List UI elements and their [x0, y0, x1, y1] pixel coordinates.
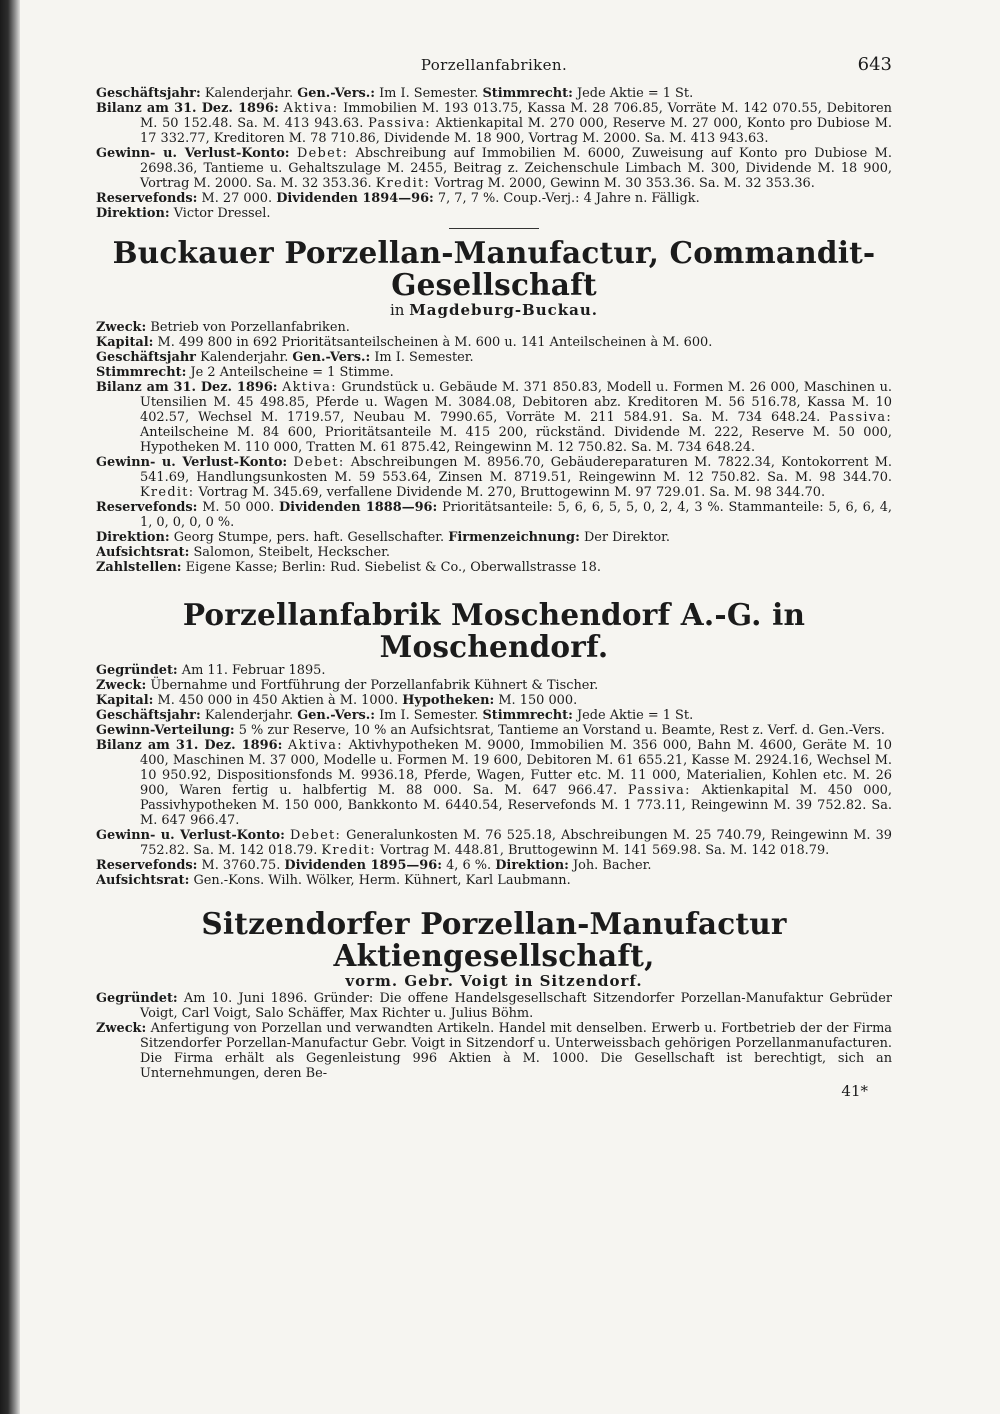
text: Jede Aktie = 1 St. [572, 86, 694, 101]
text: 4, 6 %. [442, 858, 496, 873]
book-page [96, 52, 892, 1382]
company-subtitle [96, 972, 892, 990]
text: M. 150 000. [494, 693, 578, 708]
entry-reserve [96, 858, 892, 873]
label: Gegründet: [96, 663, 178, 678]
entry-paying-agents [96, 560, 892, 575]
book-binding-edge [0, 0, 20, 1414]
text: Der Direktor. [579, 530, 671, 545]
entry-profit-loss [96, 146, 892, 191]
label: Zweck: [96, 1021, 147, 1036]
text: Am 10. Juni 1896. Gründer: Die offene Handelsgesellschaft Sitzendorfer Porzellan-Manufaktur Gebrüder Voigt, Carl Voigt, Salo Schäffer, Max Richter u. Julius Böhm. [140, 991, 892, 1021]
text: Prioritätsanteile: 5, 6, 6, 5, 5, 0, 2, 4, 3 %. Stammanteile: 5, 6, 6, 4, 1, 0, 0, 0, 0 %. [140, 500, 892, 530]
text: Grundstück u. Gebäude M. 371 850.83, Modell u. Formen M. 26 000, Maschinen u. Utensilien M. 45 498.85, Pferde u. Wagen M. 3084.08, Debitoren abz. Kreditoren M. 56 516.78, Kassa M. 10 402.57, Wechsel M. 1719.57, Neubau M. 7990.65, Vorräte M. 211 584.91. Sa. M. 734 648.24. [140, 380, 892, 425]
text: Kalenderjahr. [200, 708, 298, 723]
label: Gewinn- u. Verlust-Konto: [96, 828, 285, 843]
company-title: Sitzendorfer Porzellan-Manufactur Aktiengesellschaft, [201, 906, 787, 973]
label: Kapital: [96, 335, 154, 350]
page-header [96, 52, 892, 86]
spaced-label: Passiva: [627, 783, 691, 798]
text: Anfertigung von Porzellan und verwandten Artikeln. Handel mit denselben. Erwerb u. Fortbetrieb der der Firma Sitzendorfer Porzellan-Manufactur Gebr. Voigt in Sitzendorf u. Unterweissbach gehörigen Porzellanmanufacturen. Die Firma erhält als Gegenleistung 996 Aktien à M. 1000. Die Gesellschaft ist berechtigt, sich an Unternehmungen, deren Be- [140, 1021, 892, 1081]
label: Kapital: [96, 693, 154, 708]
text: Abschreibung auf Immobilien M. 6000, Zuweisung auf Konto pro Dubiose M. 2698.36, Tantieme u. Gehaltszulage M. 2455, Beitrag z. Zeichenschule Limbach M. 300, Dividende M. 18 900, Vortrag M. 2000. Sa. M. 32 353.36. [140, 146, 892, 191]
label: Hypotheken: [402, 693, 495, 708]
section-divider [449, 228, 539, 229]
entry-purpose [96, 320, 892, 335]
entry-capital [96, 693, 892, 708]
text: in [389, 301, 410, 319]
text: Kalenderjahr. [195, 350, 293, 365]
label: Direktion: [96, 206, 170, 221]
label: Geschäftsjahr [96, 350, 196, 365]
entry-purpose [96, 678, 892, 693]
text: Betrieb von Porzellanfabriken. [146, 320, 350, 335]
label: Bilanz am 31. Dez. 1896: [96, 380, 278, 395]
text: Aktienkapital M. 270 000, Reserve M. 27 000, Konto pro Dubiose M. 17 332.77, Kreditoren M. 78 710.86, Dividende M. 18 900, Vortrag M. 2000. Sa. M. 413 943.63. [140, 116, 892, 146]
entry-balance [96, 380, 892, 455]
signature-mark: 41* [841, 1082, 868, 1100]
label: Stimmrecht: [482, 86, 573, 101]
text: Im I. Semester. [374, 708, 483, 723]
entry-fiscal-year [96, 86, 892, 101]
page-number: 643 [857, 54, 892, 75]
text: Aktivhypotheken M. 9000, Immobilien M. 356 000, Bahn M. 4600, Geräte M. 10 400, Maschinen M. 37 000, Modelle u. Formen M. 19 600, Debitoren M. 61 655.21, Kasse M. 2924.16, Wechsel M. 10 950.92, Dispositionsfonds M. 9936.18, Pferde, Wagen, Futter etc. M. 11 000, Materialien, Kohlen etc. M. 26 900, Waren fertig u. halbfertig M. 88 000. Sa. M. 647 966.47. [140, 738, 892, 798]
text: Vortrag M. 448.81, Bruttogewinn M. 141 569.98. Sa. M. 142 018.79. [375, 843, 830, 858]
label: Zweck: [96, 678, 147, 693]
text: M. 27 000. [197, 191, 277, 206]
text: Vortrag M. 2000, Gewinn M. 30 353.36. Sa. M. 32 353.36. [430, 176, 815, 191]
entry-directors [96, 206, 892, 221]
text: Im I. Semester. [374, 86, 483, 101]
text: Am 11. Februar 1895. [177, 663, 326, 678]
entry-reserve [96, 191, 892, 206]
company-entry-sitzendorf [96, 991, 892, 1081]
text: Victor Dressel. [169, 206, 271, 221]
entry-purpose [96, 1021, 892, 1081]
text: 7, 7, 7 %. Coup.-Verj.: 4 Jahre n. Fälligk. [433, 191, 700, 206]
text: Salomon, Steibelt, Heckscher. [189, 545, 391, 560]
company-location [96, 301, 892, 319]
company-entry-buckau [96, 320, 892, 575]
label: Geschäftsjahr: [96, 708, 201, 723]
text: Kalenderjahr. [200, 86, 298, 101]
label: Reservefonds: [96, 191, 198, 206]
label: Geschäftsjahr: [96, 86, 201, 101]
entry-supervisory-board [96, 873, 892, 888]
entry-founded [96, 991, 892, 1021]
label: Stimmrecht: [96, 365, 187, 380]
entry-profit-loss [96, 828, 892, 858]
entry-reserve [96, 500, 892, 530]
text: Vortrag M. 345.69, verfallene Dividende M. 270, Bruttogewinn M. 97 729.01. Sa. M. 98 344.70. [194, 485, 826, 500]
text: Generalunkosten M. 76 525.18, Abschreibungen M. 25 740.79, Reingewinn M. 39 752.82. Sa. M. 142 018.79. [140, 828, 892, 858]
label: Dividenden 1895—96: [284, 858, 442, 873]
label: Reservefonds: [96, 858, 198, 873]
location-name: Magdeburg-Buckau. [409, 301, 599, 319]
entry-directors [96, 530, 892, 545]
running-title: Porzellanfabriken. [420, 56, 568, 74]
text: Aktienkapital M. 450 000, Passivhypotheken M. 150 000, Bankkonto M. 6440.54, Reservefonds M. 1 773.11, Reingewinn M. 39 752.82. Sa. M. 647 966.47. [140, 783, 892, 828]
label: Gen.-Vers.: [297, 86, 375, 101]
spaced-label: Passiva: [829, 410, 892, 425]
text: M. 450 000 in 450 Aktien à M. 1000. [153, 693, 403, 708]
text: Georg Stumpe, pers. haft. Gesellschafter. [169, 530, 449, 545]
text: Jede Aktie = 1 St. [572, 708, 694, 723]
label: Aufsichtsrat: [96, 873, 190, 888]
spaced-label: Passiva: [368, 116, 431, 131]
entry-supervisory-board [96, 545, 892, 560]
text: Gen.-Kons. Wilh. Wölker, Herm. Kühnert, Karl Laubmann. [189, 873, 571, 888]
label: Firmenzeichnung: [448, 530, 580, 545]
label: Aufsichtsrat: [96, 545, 190, 560]
entry-profit-loss [96, 455, 892, 500]
company-title: Buckauer Porzellan-Manufactur, Commandit-Gesellschaft [112, 235, 876, 302]
spaced-label: Debet: [289, 828, 342, 843]
spacer [96, 888, 892, 908]
label: Gewinn- u. Verlust-Konto: [96, 455, 288, 470]
text: M. 499 800 in 692 Prioritätsanteilscheinen à M. 600 u. 141 Anteilscheinen à M. 600. [153, 335, 713, 350]
label: Gen.-Vers.: [292, 350, 371, 365]
label: Zahlstellen: [96, 560, 182, 575]
label: Reservefonds: [96, 500, 198, 515]
text: M. 50 000. [197, 500, 279, 515]
label: Bilanz am 31. Dez. 1896: [96, 101, 279, 116]
entry-voting [96, 365, 892, 380]
text: Eigene Kasse; Berlin: Rud. Siebelist & Co., Oberwallstrasse 18. [181, 560, 601, 575]
text: Im I. Semester. [370, 350, 474, 365]
label: Dividenden 1888—96: [279, 500, 438, 515]
label: Gewinn-Verteilung: [96, 723, 235, 738]
entry-capital [96, 335, 892, 350]
text: Immobilien M. 193 013.75, Kassa M. 28 706.85, Vorräte M. 142 070.55, Debitoren M. 50 152.48. Sa. M. 413 943.63. [140, 101, 892, 131]
label: Direktion: [96, 530, 170, 545]
company-title: Porzellanfabrik Moschendorf A.-G. in Moschendorf. [182, 597, 806, 664]
label: Gen.-Vers.: [297, 708, 375, 723]
entry-fiscal-year [96, 708, 892, 723]
spaced-label: Aktiva: [282, 380, 337, 395]
spaced-label: Aktiva: [288, 738, 343, 753]
entry-balance [96, 738, 892, 828]
continued-entry [96, 86, 892, 221]
label: Gewinn- u. Verlust-Konto: [96, 146, 290, 161]
subtitle-text: vorm. Gebr. Voigt in Sitzendorf. [345, 972, 643, 990]
spaced-label: Kredit: [321, 843, 376, 858]
spaced-label: Kredit: [375, 176, 431, 191]
spaced-label: Aktiva: [283, 101, 339, 116]
label: Stimmrecht: [482, 708, 573, 723]
text: Übernahme und Fortführung der Porzellanfabrik Kühnert & Tischer. [146, 678, 599, 693]
entry-profit-distribution [96, 723, 892, 738]
text: Je 2 Anteilscheine = 1 Stimme. [186, 365, 394, 380]
text: Joh. Bacher. [568, 858, 652, 873]
entry-balance [96, 101, 892, 146]
label: Direktion: [495, 858, 569, 873]
text: 5 % zur Reserve, 10 % an Aufsichtsrat, Tantieme an Vorstand u. Beamte, Rest z. Verf. d. Gen.-Vers. [234, 723, 885, 738]
text: M. 3760.75. [197, 858, 285, 873]
label: Dividenden 1894—96: [276, 191, 434, 206]
company-entry-moschendorf [96, 663, 892, 888]
text: Anteilscheine M. 84 600, Prioritätsanteile M. 415 200, rückständ. Dividende M. 222, Reserve M. 50 000, Hypotheken M. 110 000, Tratten M. 61 875.42, Reingewinn M. 12 750.82. Sa. M. 734 648.24. [140, 425, 892, 455]
entry-fiscal-year [96, 350, 892, 365]
label: Gegründet: [96, 991, 178, 1006]
spaced-label: Debet: [293, 455, 345, 470]
entry-founded [96, 663, 892, 678]
spacer [96, 575, 892, 599]
spaced-label: Debet: [296, 146, 349, 161]
label: Bilanz am 31. Dez. 1896: [96, 738, 283, 753]
label: Zweck: [96, 320, 147, 335]
text: Abschreibungen M. 8956.70, Gebäudereparaturen M. 7822.34, Kontokorrent M. 541.69, Handlungsunkosten M. 59 553.64, Zinsen M. 8719.51, Reingewinn M. 12 750.82. Sa. M. 98 344.70. [140, 455, 892, 485]
spaced-label: Kredit: [140, 485, 195, 500]
